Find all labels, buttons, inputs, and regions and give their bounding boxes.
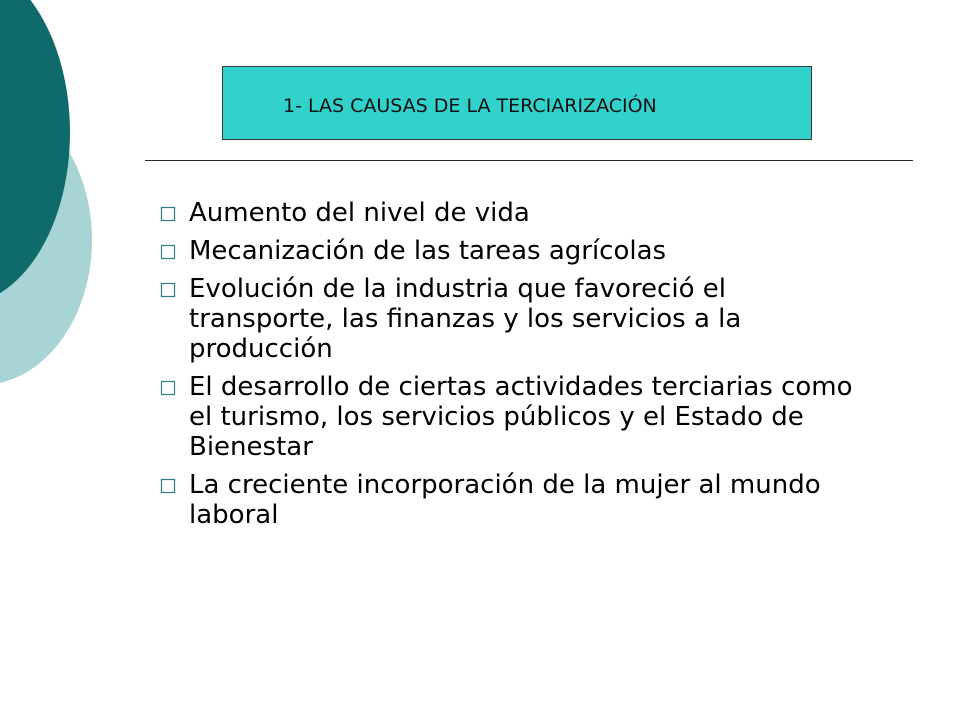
hollow-square-bullet-icon bbox=[160, 478, 176, 494]
bullet-text: Aumento del nivel de vida bbox=[189, 198, 530, 228]
title-divider bbox=[145, 160, 913, 161]
bullet-list bbox=[155, 198, 875, 538]
hollow-square-bullet-icon bbox=[160, 244, 176, 260]
slide-title: 1- LAS CAUSAS DE LA TERCIARIZACIÓN bbox=[283, 95, 657, 117]
bullet-text: El desarrollo de ciertas actividades terciarias como el turismo, los servicios públicos y el Estado de Bienestar bbox=[189, 372, 853, 462]
hollow-square-bullet-icon bbox=[160, 282, 176, 298]
bullet-item bbox=[155, 198, 875, 228]
bullet-text: Mecanización de las tareas agrícolas bbox=[189, 236, 667, 266]
bullet-item bbox=[155, 470, 875, 530]
bullet-item bbox=[155, 372, 875, 462]
bullet-item bbox=[155, 236, 875, 266]
bullet-text: Evolución de la industria que favoreció el transporte, las finanzas y los servicios a la producción bbox=[189, 274, 742, 364]
bullet-text: La creciente incorporación de la mujer al mundo laboral bbox=[189, 470, 821, 530]
hollow-square-bullet-icon bbox=[160, 380, 176, 396]
title-box bbox=[222, 66, 812, 140]
bullet-item bbox=[155, 274, 875, 364]
hollow-square-bullet-icon bbox=[160, 206, 176, 222]
